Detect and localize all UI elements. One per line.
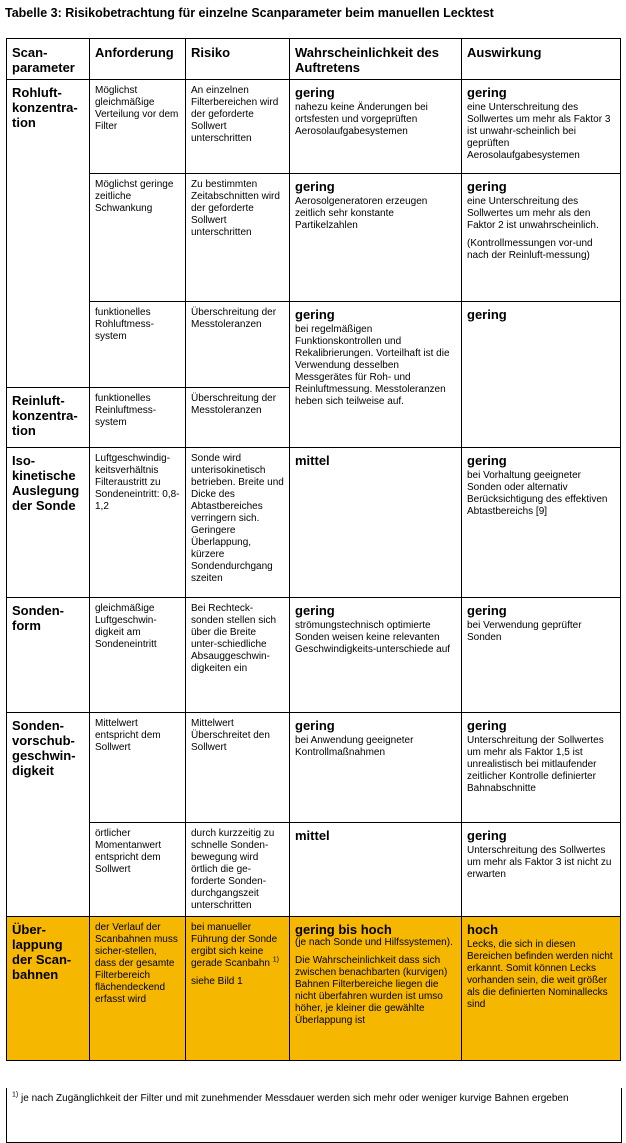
- requirement-cell: funktionelles Rohluftmess-system: [90, 302, 186, 388]
- footnote-mark: 1): [12, 1091, 19, 1099]
- probability-cell: [290, 917, 462, 1061]
- requirement-cell: gleichmäßige Luftgeschwin-digkeit am Sondeneintritt: [90, 598, 186, 713]
- risk-cell: Bei Rechteck-sonden stellen sich über die Breite unter-schiedliche Absauggeschwin-digkeiten ein: [186, 598, 290, 713]
- header-risk: Risiko: [186, 39, 290, 80]
- impact-cell: [462, 713, 621, 823]
- param-reinluft: Reinluft- konzentra- tion: [7, 388, 90, 448]
- probability-cell: [290, 598, 462, 713]
- risk-cell: An einzelnen Filterbereichen wird der geforderte Sollwert unterschritten: [186, 80, 290, 174]
- header-probability: Wahrscheinlichkeit des Auftretens: [290, 39, 462, 80]
- probability-level: gering: [295, 718, 335, 733]
- probability-level: gering: [295, 307, 335, 322]
- param-ueberlappung: Über- lappung der Scan- bahnen: [7, 917, 90, 1061]
- impact-level: hoch: [467, 922, 499, 937]
- footnote-text: je nach Zugänglichkeit der Filter und mit zunehmender Messdauer werden sich mehr oder weniger kurvige Bahnen ergeben: [18, 1093, 569, 1104]
- table-row-highlighted: [7, 917, 621, 1061]
- impact-cell: [462, 917, 621, 1061]
- impact-level: gering: [467, 828, 507, 843]
- impact-note: (Kontrollmessungen vor-und nach der Reinluft-messung): [467, 238, 593, 261]
- probability-text: Aerosolgeneratoren erzeugen zeitlich sehr konstante Partikelzahlen: [295, 196, 428, 231]
- requirement-cell: funktionelles Reinluftmess-system: [90, 388, 186, 448]
- probability-cell: [290, 823, 462, 917]
- probability-text: (je nach Sonde und Hilfssystemen).: [295, 937, 453, 948]
- impact-level: gering: [467, 179, 507, 194]
- impact-cell: [462, 823, 621, 917]
- risk-cell: Zu bestimmten Zeitabschnitten wird der geforderte Sollwert unterschritten: [186, 174, 290, 302]
- risk-cell: Überschreitung der Messtoleranzen: [186, 302, 290, 388]
- param-vorschub-cont: [7, 823, 90, 917]
- probability-note: Die Wahrscheinlichkeit dass sich zwischen benachbarten (kurvigen) Bahnen Filterbereiche liegen die nicht überfahren wurden ist umso höher, je kleiner die gewählte Überlappung ist: [295, 955, 448, 1026]
- probability-level: gering: [295, 603, 335, 618]
- impact-level: gering: [467, 603, 507, 618]
- requirement-cell: der Verlauf der Scanbahnen muss sicher-stellen, dass der gesamte Filterbereich flächendeckend erfasst wird: [90, 917, 186, 1061]
- probability-cell: [290, 302, 462, 448]
- impact-level: gering: [467, 307, 507, 322]
- table-row: [7, 713, 621, 823]
- requirement-cell: örtlicher Momentanwert entspricht dem Sollwert: [90, 823, 186, 917]
- impact-cell: [462, 302, 621, 448]
- probability-text: bei Anwendung geeigneter Kontrollmaßnahmen: [295, 735, 414, 758]
- impact-text: Unterschreitung der Sollwertes um mehr als Faktor 1,5 ist unrealistisch bei mitlaufender zeitlicher Kontrolle definierter Bahnabschnitte: [467, 735, 604, 794]
- impact-cell: [462, 174, 621, 302]
- risk-figure-ref: siehe Bild 1: [191, 976, 243, 987]
- probability-cell: [290, 448, 462, 598]
- probability-level: mittel: [295, 453, 330, 468]
- impact-text: eine Unterschreitung des Sollwertes um mehr als Faktor 3 ist unwahr-scheinlich bei geprüften Aerosolaufgabesystemen: [467, 102, 611, 161]
- footnote-ref: 1): [272, 956, 279, 964]
- impact-level: gering: [467, 718, 507, 733]
- requirement-cell: Luftgeschwindig-keitsverhältnis Filteraustritt zu Sondeneintritt: 0,8-1,2: [90, 448, 186, 598]
- impact-text: eine Unterschreitung des Sollwertes um mehr als den Faktor 2 ist unwahrscheinlich.: [467, 196, 599, 231]
- impact-cell: [462, 448, 621, 598]
- header-row: [7, 39, 621, 80]
- risk-cell: Sonde wird unterisokinetisch betrieben. Breite und Dicke des Abtastbereiches verringern sich. Geringere Überlappung, kürzere Sondendurchgang szeiten: [186, 448, 290, 598]
- risk-cell: Mittelwert Überschreitet den Sollwert: [186, 713, 290, 823]
- impact-level: gering: [467, 453, 507, 468]
- param-rohluft: Rohluft- konzentra- tion: [7, 80, 90, 388]
- risk-text: bei manueller Führung der Sonde ergibt sich keine gerade Scanbahn: [191, 922, 278, 969]
- table-row: [7, 448, 621, 598]
- probability-text: nahezu keine Änderungen bei ortsfesten und vorgeprüften Aerosolaufgabesystemen: [295, 102, 428, 137]
- header-requirement: Anforderung: [90, 39, 186, 80]
- table-row: [7, 823, 621, 917]
- footnote: [6, 1088, 622, 1143]
- table-row: [7, 80, 621, 174]
- probability-level: gering bis hoch: [295, 922, 392, 937]
- header-param: Scan- parameter: [7, 39, 90, 80]
- impact-cell: [462, 598, 621, 713]
- requirement-cell: Möglichst geringe zeitliche Schwankung: [90, 174, 186, 302]
- requirement-cell: Möglichst gleichmäßige Verteilung vor dem Filter: [90, 80, 186, 174]
- impact-level: gering: [467, 85, 507, 100]
- impact-text: Lecks, die sich in diesen Bereichen befinden werden nicht erkannt. Somit können Lecks vorhanden sein, die weit größer als die definierten Nominallecks sind: [467, 939, 613, 1010]
- probability-cell: [290, 80, 462, 174]
- header-impact: Auswirkung: [462, 39, 621, 80]
- impact-text: Unterschreitung des Sollwertes um mehr als Faktor 3 ist nicht zu erwarten: [467, 845, 612, 880]
- table-row: [7, 302, 621, 388]
- requirement-cell: Mittelwert entspricht dem Sollwert: [90, 713, 186, 823]
- probability-cell: [290, 174, 462, 302]
- probability-text: strömungstechnisch optimierte Sonden weisen keine relevanten Geschwindigkeits-unterschiede auf: [295, 620, 451, 655]
- risk-cell: durch kurzzeitig zu schnelle Sonden-bewegung wird örtlich die ge-forderte Sonden-durchgangszeit unterschritten: [186, 823, 290, 917]
- impact-text: bei Vorhaltung geeigneter Sonden oder alternativ Berücksichtigung des effektiven Abtastbereichs [9]: [467, 470, 608, 517]
- probability-cell: [290, 713, 462, 823]
- param-isokinetik: Iso- kinetische Auslegung der Sonde: [7, 448, 90, 598]
- risk-table: [6, 38, 621, 1061]
- table-row: [7, 174, 621, 302]
- probability-level: mittel: [295, 828, 330, 843]
- probability-text: bei regelmäßigen Funktionskontrollen und Rekalibrierungen. Vorteilhaft ist die Verwendung desselben Messgerätes für Roh- und Reinluftmessung. Messtoleranzen heben sich teilweise auf.: [295, 324, 450, 407]
- table-row: [7, 598, 621, 713]
- impact-text: bei Verwendung geprüfter Sonden: [467, 620, 582, 643]
- probability-level: gering: [295, 85, 335, 100]
- probability-level: gering: [295, 179, 335, 194]
- impact-cell: [462, 80, 621, 174]
- table-caption: Tabelle 3: Risikobetrachtung für einzelne Scanparameter beim manuellen Lecktest: [5, 6, 494, 20]
- risk-cell: Überschreitung der Messtoleranzen: [186, 388, 290, 448]
- param-sondenform: Sonden- form: [7, 598, 90, 713]
- param-vorschub: Sonden- vorschub- geschwin- digkeit: [7, 713, 90, 823]
- risk-cell: [186, 917, 290, 1061]
